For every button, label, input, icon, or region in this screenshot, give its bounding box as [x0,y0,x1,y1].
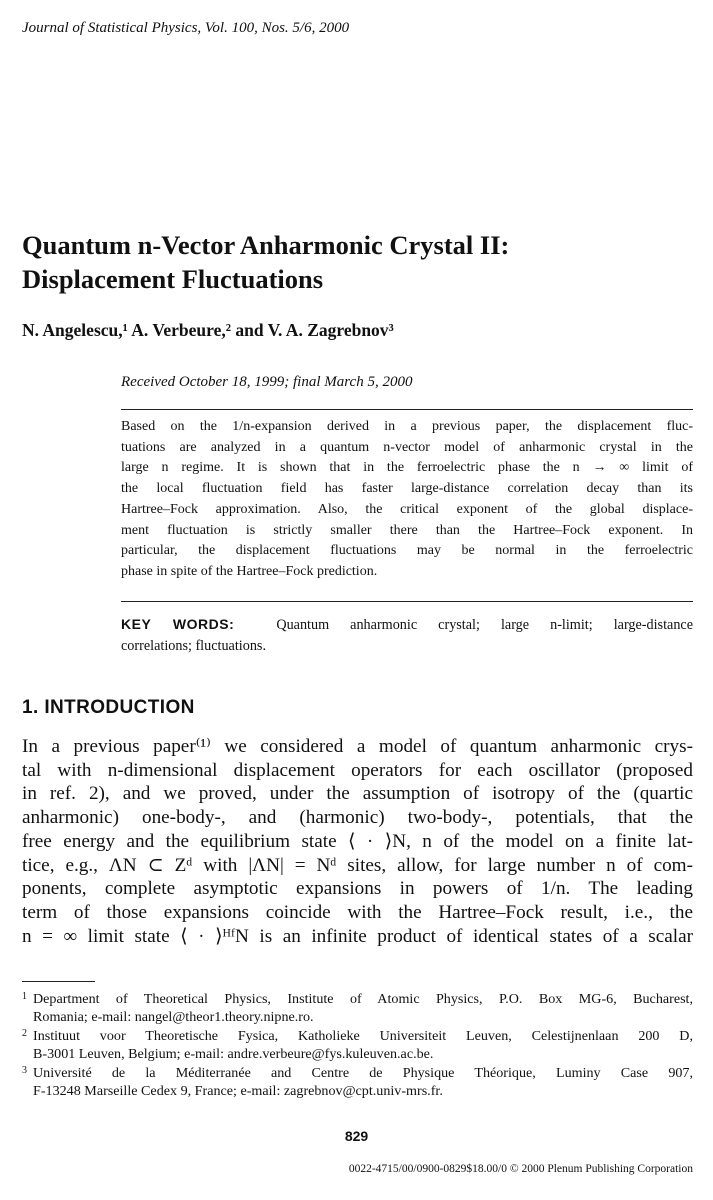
abstract-line: large n regime. It is shown that in the ferroelectric phase the n → ∞ limit of [121,460,693,476]
intro-line: ponents, complete asymptotic expansions in powers of 1/n. The leading [22,878,693,900]
abstract-line: tuations are analyzed in a quantum n-vector model of anharmonic crystal in the [121,439,693,455]
title-line-1: Quantum n-Vector Anharmonic Crystal II: [22,230,510,260]
intro-paragraph [22,735,693,948]
footnote-1 [22,990,693,1027]
copyright-line: 0022-4715/00/0900-0829$18.00/0 © 2000 Plenum Publishing Corporation [348,1163,693,1175]
abstract-line: ment fluctuation is strictly smaller there than the Hartree–Fock exponent. In [121,522,693,538]
keywords [121,614,693,656]
paper-title [22,228,692,296]
footnotes [22,990,693,1100]
keywords-text: Quantum anharmonic crystal; large n-limit; large-distance [276,617,694,633]
section-heading: 1. INTRODUCTION [22,697,195,718]
keywords-text: correlations; fluctuations. [121,637,266,654]
abstract-line: Hartree–Fock approximation. Also, the critical exponent of the global displace- [121,501,693,517]
title-line-2: Displacement Fluctuations [22,264,324,294]
intro-line: anharmonic) one-body-, and (harmonic) two-body-, potentials, that the [22,807,693,829]
intro-line: n = ∞ limit state ⟨ · ⟩ᴴᶠN is an infinite product of identical states of a scalar [22,925,693,947]
footnote-rule [22,981,95,982]
footnote-line: B-3001 Leuven, Belgium; e-mail: andre.verbeure@fys.kuleuven.ac.be. [33,1046,434,1063]
abstract-top-rule [121,409,693,410]
abstract-line: particular, the displacement fluctuations may be normal in the ferroelectric [121,543,693,559]
footnote-mark: 2 [22,1027,27,1039]
page-number: 829 [344,1128,369,1144]
abstract [121,417,693,583]
intro-line: term of those expansions coincide with the Hartree–Fock result, i.e., the [22,901,693,923]
received-date: Received October 18, 1999; final March 5, 2000 [121,374,413,390]
journal-header: Journal of Statistical Physics, Vol. 100, Nos. 5/6, 2000 [22,20,350,36]
intro-line: in ref. 2), and we proved, under the assumption of isotropy of the (quartic [22,783,693,805]
abstract-line: phase in spite of the Hartree–Fock prediction. [121,563,378,579]
footnote-3 [22,1064,693,1101]
footnote-mark: 1 [22,991,27,1002]
footnote-line: Instituut voor Theoretische Fysica, Katholieke Universiteit Leuven, Celestijnenlaan 200 D, [33,1027,693,1044]
footnote-mark: 3 [22,1064,27,1076]
footnote-2 [22,1027,693,1064]
abstract-line: the local fluctuation field has faster large-distance correlation decay than its [121,481,693,497]
keywords-label: KEY WORDS: [121,616,235,632]
abstract-bottom-rule [121,601,693,602]
abstract-line: Based on the 1/n-expansion derived in a previous paper, the displacement fluc- [121,419,693,434]
intro-line: tice, e.g., ΛN ⊂ Zᵈ with |ΛN| = Nᵈ sites, allow, for large number n of com- [22,854,693,876]
intro-line: free energy and the equilibrium state ⟨ · ⟩N, n of the model on a finite lat- [22,830,693,852]
footnote-line: Department of Theoretical Physics, Institute of Atomic Physics, P.O. Box MG-6, Bucharest, [33,991,693,1007]
intro-line: tal with n-dimensional displacement operators for each oscillator (proposed [22,759,693,781]
footnote-line: Romania; e-mail: nangel@theor1.theory.nipne.ro. [33,1009,314,1026]
footnote-line: F-13248 Marseille Cedex 9, France; e-mail: zagrebnov@cpt.univ-mrs.fr. [33,1083,443,1100]
author-list: N. Angelescu,¹ A. Verbeure,² and V. A. Zagrebnov³ [22,320,394,340]
footnote-line: Université de la Méditerranée and Centre de Physique Théorique, Luminy Case 907, [33,1064,693,1081]
intro-line: In a previous paper⁽¹⁾ we considered a model of quantum anharmonic crys- [22,736,693,757]
